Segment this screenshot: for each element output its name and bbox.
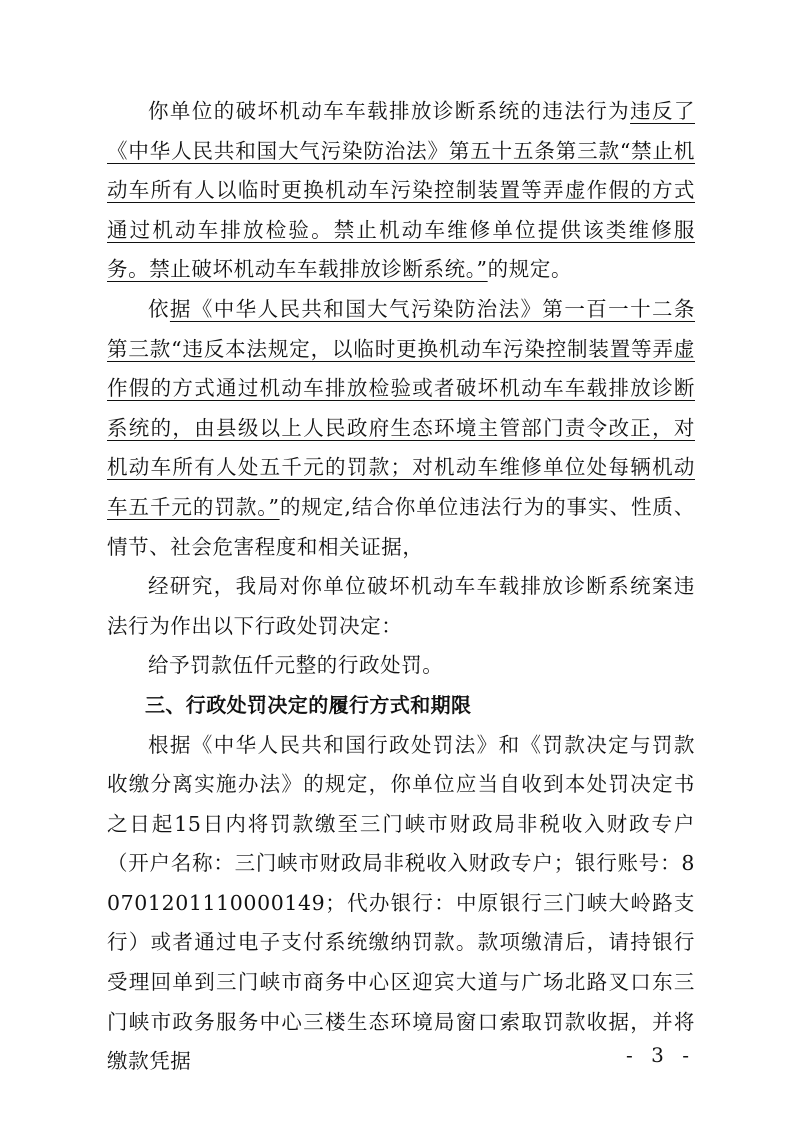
underlined-text-segment: 违反了《中华人民共和国大气污染防治法》第五十五条第三款“禁止机动车所有人以临时更换机动车污染控制装置等弄虚作假的方式通过机动车排放检验。禁止机动车维修单位提供该类维修服务。禁止破坏机动车车载排放诊断系统。”: [107, 99, 695, 282]
text-segment: 你单位的破坏机动车车载排放诊断系统的违法行为: [148, 99, 631, 123]
text-segment: 依: [148, 296, 170, 321]
penalty-paragraph: [107, 646, 695, 686]
page-number: - 3 -: [626, 1043, 695, 1067]
text-segment: 的规定。: [487, 257, 573, 282]
violation-paragraph: [107, 92, 695, 290]
section-heading: 三、行政处罚决定的履行方式和期限: [145, 692, 472, 717]
underlined-text-segment: 据《中华人民共和国大气污染防治法》第一百一十二条第三款“违反本法规定，以临时更换机动车污染控制装置等弄虚作假的方式通过机动车排放检验或者破坏机动车车载排放诊断系统的，由县级以上人民政府生态环境主管部门责令改正，对机动车所有人处五千元的罚款；对机动车维修单位处每辆机动车五千元的罚款。”: [107, 296, 695, 519]
payment-instructions-paragraph: 根据《中华人民共和国行政处罚法》和《罚款决定与罚款收缴分离实施办法》的规定，你单位应当自收到本处罚决定书之日起15日内将罚款缴至三门峡市财政局非税收入财政专户（开户名称：三门峡市财政局非税收入财政专户；银行账号：80701201110000149；代办银行：中原银行三门峡大岭路支行）或者通过电子支付系统缴纳罚款。款项缴清后，请持银行受理回单到三门峡市商务中心区迎宾大道与广场北路叉口东三门峡市政务服务中心三楼生态环境局窗口索取罚款收据，并将缴款凭据: [107, 732, 695, 1074]
decision-paragraph: [107, 567, 695, 646]
legal-basis-paragraph: [107, 290, 695, 567]
text-segment: 给予罚款伍仟元整的行政处罚。: [148, 653, 444, 678]
document-body: [107, 92, 695, 1082]
text-segment: 经研究，我局对你单位破坏机动车车载排放诊断系统案违法行为作出以下行政处罚决定：: [107, 574, 695, 638]
text-segment: 的规定,结合你单位违法行为的事实、性质、情节、社会危害程度和相关证据，: [107, 494, 695, 559]
